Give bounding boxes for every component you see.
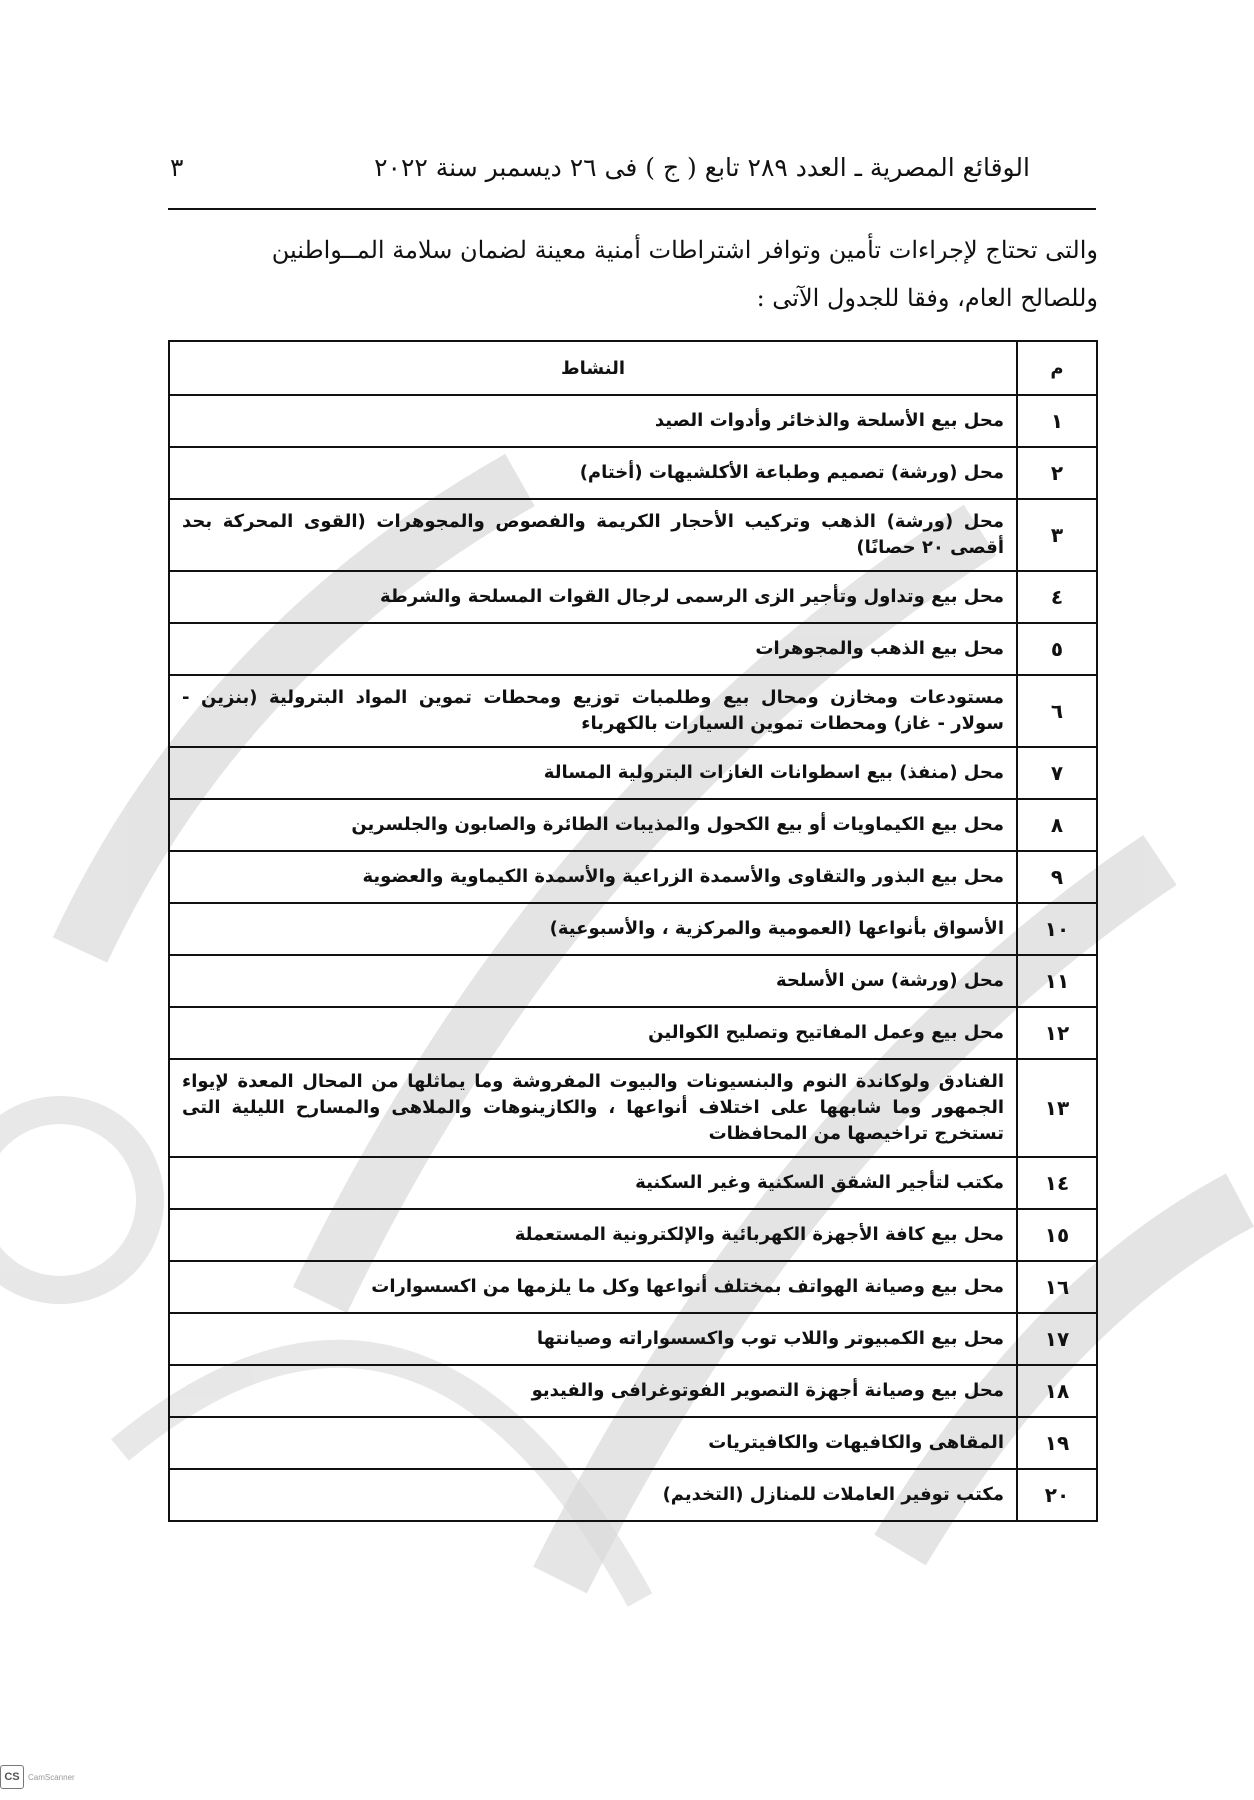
row-number: ١ [1017, 395, 1097, 447]
row-number: ١٣ [1017, 1059, 1097, 1157]
row-number: ٥ [1017, 623, 1097, 675]
row-activity: مستودعات ومخازن ومحال بيع وطلمبات توزيع ومحطات تموين المواد البترولية (بنزين - سولار - غاز) ومحطات تموين السيارات بالكهرباء [169, 675, 1017, 747]
table-row [169, 1261, 1097, 1313]
row-number: ١٤ [1017, 1157, 1097, 1209]
row-activity: محل بيع الذهب والمجوهرات [169, 623, 1017, 675]
row-number: ١٨ [1017, 1365, 1097, 1417]
row-activity: محل بيع وصيانة أجهزة التصوير الفوتوغرافى والفيديو [169, 1365, 1017, 1417]
row-number: ١٧ [1017, 1313, 1097, 1365]
row-number: ٤ [1017, 571, 1097, 623]
page-number: ٣ [170, 152, 184, 182]
table-row [169, 955, 1097, 1007]
table-row [169, 799, 1097, 851]
row-number: ١٦ [1017, 1261, 1097, 1313]
row-activity: الفنادق ولوكاندة النوم والبنسيونات والبيوت المفروشة وما يماثلها من المحال المعدة لإيواء الجمهور وما شابهها على اختلاف أنواعها ، والكازينوهات والملاهى والمسارح الليلية التى تستخرج تراخيصها من المحافظات [169, 1059, 1017, 1157]
row-activity: مكتب لتأجير الشقق السكنية وغير السكنية [169, 1157, 1017, 1209]
table-row [169, 447, 1097, 499]
activities-table [168, 340, 1098, 1522]
header-num: م [1017, 341, 1097, 395]
table-row [169, 1469, 1097, 1521]
table-header-row [169, 341, 1097, 395]
table-row [169, 1313, 1097, 1365]
row-activity: محل بيع وصيانة الهواتف بمختلف أنواعها وكل ما يلزمها من اكسسوارات [169, 1261, 1017, 1313]
page-header [170, 145, 1030, 189]
table-row [169, 1059, 1097, 1157]
row-number: ٣ [1017, 499, 1097, 571]
intro-paragraph [170, 226, 1098, 322]
intro-line-2: وللصالح العام، وفقا للجدول الآتى : [756, 284, 1098, 312]
intro-line-1: والتى تحتاج لإجراءات تأمين وتوافر اشتراطات أمنية معينة لضمان سلامة المــواطنين [271, 236, 1098, 264]
row-activity: محل بيع الأسلحة والذخائر وأدوات الصيد [169, 395, 1017, 447]
table-row [169, 675, 1097, 747]
row-number: ١٥ [1017, 1209, 1097, 1261]
header-divider [168, 208, 1096, 210]
row-number: ٧ [1017, 747, 1097, 799]
table-row [169, 903, 1097, 955]
row-number: ١١ [1017, 955, 1097, 1007]
table-row [169, 499, 1097, 571]
row-activity: محل (منفذ) بيع اسطوانات الغازات البترولية المسالة [169, 747, 1017, 799]
table-row [169, 851, 1097, 903]
table-row [169, 1157, 1097, 1209]
table-row [169, 1417, 1097, 1469]
row-number: ١٩ [1017, 1417, 1097, 1469]
row-number: ٨ [1017, 799, 1097, 851]
publication-title: الوقائع المصرية ـ العدد ٢٨٩ تابع ( ج ) فى ٢٦ ديسمبر سنة ٢٠٢٢ [374, 152, 1030, 182]
row-activity: الأسواق بأنواعها (العمومية والمركزية ، والأسبوعية) [169, 903, 1017, 955]
table-row [169, 571, 1097, 623]
table-row [169, 1007, 1097, 1059]
header-activity: النشاط [169, 341, 1017, 395]
row-activity: محل (ورشة) سن الأسلحة [169, 955, 1017, 1007]
row-number: ٦ [1017, 675, 1097, 747]
table-row [169, 1365, 1097, 1417]
row-activity: محل بيع الكمبيوتر واللاب توب واكسسواراته وصيانتها [169, 1313, 1017, 1365]
row-activity: محل بيع البذور والتقاوى والأسمدة الزراعية والأسمدة الكيماوية والعضوية [169, 851, 1017, 903]
row-activity: محل بيع كافة الأجهزة الكهربائية والإلكترونية المستعملة [169, 1209, 1017, 1261]
row-activity: محل (ورشة) تصميم وطباعة الأكلشيهات (أختام) [169, 447, 1017, 499]
scanner-watermark [0, 1762, 140, 1792]
table-row [169, 395, 1097, 447]
row-activity: محل بيع الكيماويات أو بيع الكحول والمذيبات الطائرة والصابون والجلسرين [169, 799, 1017, 851]
table-row [169, 747, 1097, 799]
camscanner-label: CamScanner [28, 1772, 75, 1782]
row-activity: محل بيع وعمل المفاتيح وتصليح الكوالين [169, 1007, 1017, 1059]
row-activity: مكتب توفير العاملات للمنازل (التخديم) [169, 1469, 1017, 1521]
row-activity: المقاهى والكافيهات والكافيتريات [169, 1417, 1017, 1469]
row-number: ٢٠ [1017, 1469, 1097, 1521]
row-number: ١٠ [1017, 903, 1097, 955]
table-row [169, 1209, 1097, 1261]
row-activity: محل بيع وتداول وتأجير الزى الرسمى لرجال القوات المسلحة والشرطة [169, 571, 1017, 623]
row-number: ١٢ [1017, 1007, 1097, 1059]
row-number: ٢ [1017, 447, 1097, 499]
row-activity: محل (ورشة) الذهب وتركيب الأحجار الكريمة والفصوص والمجوهرات (القوى المحركة بحد أقصى ٢٠ حصانًا) [169, 499, 1017, 571]
table-row [169, 623, 1097, 675]
camscanner-icon: CS [0, 1765, 24, 1789]
row-number: ٩ [1017, 851, 1097, 903]
